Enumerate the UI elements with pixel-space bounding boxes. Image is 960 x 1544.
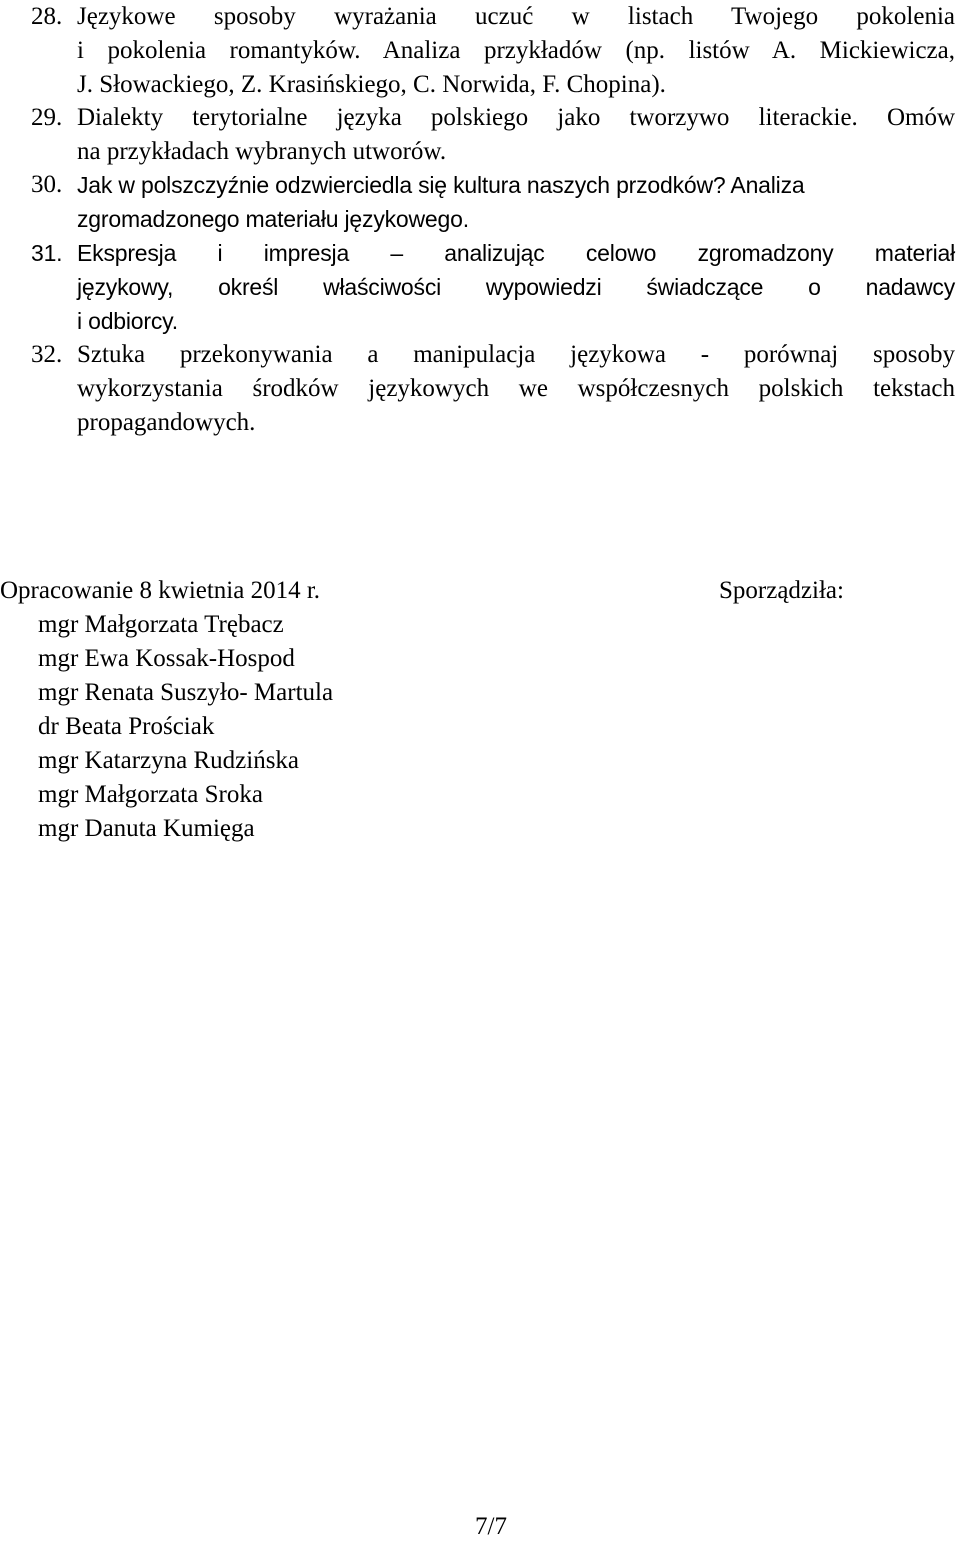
list-item-28	[31, 0, 955, 102]
item-number: 32.	[31, 341, 63, 368]
author-name: dr Beata Prościak	[38, 713, 215, 740]
item-line: Językowe sposoby wyrażania uczuć w listach Twojego pokolenia	[77, 3, 955, 30]
author-name: mgr Renata Suszyło- Martula	[38, 679, 334, 706]
author-name: mgr Małgorzata Sroka	[38, 781, 263, 808]
item-line: Sztuka przekonywania a manipulacja językowa - porównaj sposoby	[77, 341, 955, 368]
list-item-30	[31, 168, 955, 236]
item-line: zgromadzonego materiału językowego.	[77, 206, 469, 232]
item-line: i pokolenia romantyków. Analiza przykładów (np. listów A. Mickiewicza,	[77, 37, 955, 64]
item-line: propagandowych.	[77, 409, 256, 436]
item-number: 29.	[31, 104, 63, 131]
item-number: 31.	[31, 240, 63, 266]
author-name: mgr Danuta Kumięga	[38, 815, 255, 842]
item-line: na przykładach wybranych utworów.	[77, 138, 447, 165]
item-line: Ekspresja i impresja – analizując celowo zgromadzony materiał	[77, 240, 955, 266]
item-line: Dialekty terytorialne języka polskiego jako tworzywo literackie. Omów	[77, 104, 955, 131]
item-line: J. Słowackiego, Z. Krasińskiego, C. Norwida, F. Chopina).	[77, 71, 666, 98]
list-item-31	[31, 236, 955, 338]
prepared-by-label: Sporządziła:	[719, 577, 844, 604]
authors-list	[38, 608, 333, 846]
author-name: mgr Ewa Kossak-Hospod	[38, 645, 295, 672]
preparation-date: Opracowanie 8 kwietnia 2014 r.	[0, 577, 321, 604]
list-item-32	[31, 338, 955, 440]
list-item-29	[31, 101, 955, 169]
item-number: 28.	[31, 3, 63, 30]
page-number: 7/7	[475, 1513, 507, 1540]
item-number: 30.	[31, 171, 63, 198]
author-name: mgr Katarzyna Rudzińska	[38, 747, 300, 774]
item-line: wykorzystania środków językowych we współczesnych polskich tekstach	[77, 375, 955, 402]
item-line: Jak w polszczyźnie odzwierciedla się kultura naszych przodków? Analiza	[77, 172, 805, 198]
author-name: mgr Małgorzata Trębacz	[38, 611, 284, 638]
item-line: i odbiorcy.	[77, 308, 178, 334]
item-line: językowy, określ właściwości wypowiedzi świadczące o nadawcy	[77, 274, 955, 300]
